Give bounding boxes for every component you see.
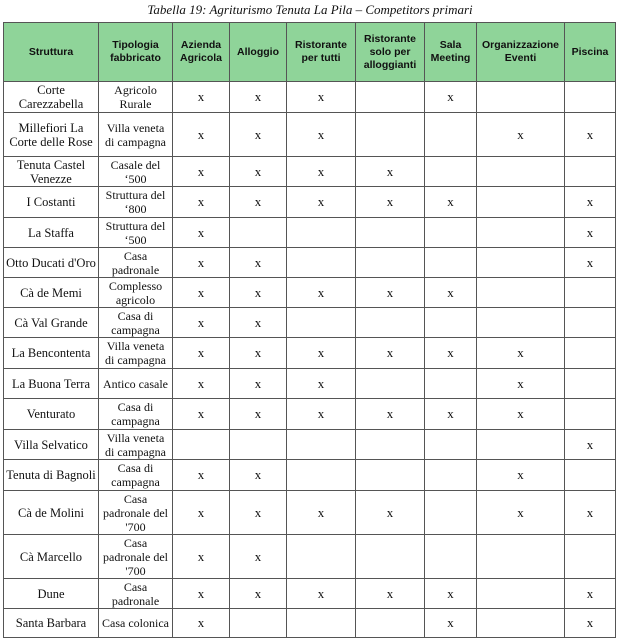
struttura-cell: Cà de Memi [4, 278, 99, 308]
service-mark-cell: x [173, 579, 230, 609]
service-mark-cell: x [565, 187, 616, 218]
tipologia-cell: Casa di campagna [99, 460, 173, 491]
service-mark-cell: x [477, 491, 565, 535]
service-mark-cell: x [425, 82, 477, 113]
struttura-cell: La Bencontenta [4, 338, 99, 369]
service-mark-cell [565, 460, 616, 491]
service-mark-cell: x [173, 369, 230, 399]
tipologia-cell: Agricolo Rurale [99, 82, 173, 113]
tipologia-cell: Casa colonica [99, 609, 173, 638]
service-mark-cell: x [565, 491, 616, 535]
service-mark-cell [477, 430, 565, 460]
table-row [4, 369, 616, 399]
service-mark-cell: x [356, 491, 425, 535]
tipologia-cell: Casa padronale del '700 [99, 491, 173, 535]
header-azienda-agricola: Azienda Agricola [173, 23, 230, 82]
service-mark-cell: x [477, 113, 565, 157]
service-mark-cell: x [356, 579, 425, 609]
struttura-cell: Santa Barbara [4, 609, 99, 638]
table-row [4, 113, 616, 157]
table-caption: Tabella 19: Agriturismo Tenuta La Pila – Competitors primari [147, 2, 473, 17]
service-mark-cell: x [356, 187, 425, 218]
service-mark-cell: x [287, 491, 356, 535]
service-mark-cell: x [230, 369, 287, 399]
struttura-cell: Cà Val Grande [4, 308, 99, 338]
service-mark-cell: x [173, 338, 230, 369]
service-mark-cell: x [230, 535, 287, 579]
service-mark-cell: x [230, 338, 287, 369]
service-mark-cell [425, 460, 477, 491]
service-mark-cell [356, 218, 425, 248]
service-mark-cell: x [173, 82, 230, 113]
service-mark-cell: x [425, 399, 477, 430]
struttura-cell: Tenuta di Bagnoli [4, 460, 99, 491]
service-mark-cell: x [173, 278, 230, 308]
table-row [4, 187, 616, 218]
service-mark-cell: x [173, 308, 230, 338]
struttura-cell: Villa Selvatico [4, 430, 99, 460]
service-mark-cell [356, 369, 425, 399]
service-mark-cell: x [230, 460, 287, 491]
service-mark-cell: x [173, 609, 230, 638]
service-mark-cell [425, 535, 477, 579]
service-mark-cell [425, 157, 477, 187]
service-mark-cell: x [565, 113, 616, 157]
service-mark-cell [477, 218, 565, 248]
table-row [4, 460, 616, 491]
service-mark-cell: x [425, 579, 477, 609]
tipologia-cell: Casa padronale del '700 [99, 535, 173, 579]
service-mark-cell: x [425, 278, 477, 308]
service-mark-cell: x [477, 369, 565, 399]
service-mark-cell: x [356, 338, 425, 369]
service-mark-cell: x [287, 113, 356, 157]
service-mark-cell: x [425, 338, 477, 369]
service-mark-cell [477, 157, 565, 187]
service-mark-cell [287, 430, 356, 460]
service-mark-cell [477, 248, 565, 278]
service-mark-cell: x [287, 579, 356, 609]
service-mark-cell [425, 430, 477, 460]
service-mark-cell [356, 82, 425, 113]
table-row [4, 218, 616, 248]
table-row [4, 82, 616, 113]
service-mark-cell [230, 609, 287, 638]
struttura-cell: La Buona Terra [4, 369, 99, 399]
service-mark-cell [477, 535, 565, 579]
service-mark-cell: x [230, 248, 287, 278]
service-mark-cell [477, 308, 565, 338]
service-mark-cell: x [287, 338, 356, 369]
service-mark-cell [565, 535, 616, 579]
struttura-cell: Otto Ducati d'Oro [4, 248, 99, 278]
service-mark-cell [565, 338, 616, 369]
service-mark-cell [356, 460, 425, 491]
tipologia-cell: Casa padronale [99, 248, 173, 278]
struttura-cell: Tenuta Castel Venezze [4, 157, 99, 187]
tipologia-cell: Villa veneta di campagna [99, 338, 173, 369]
service-mark-cell [287, 535, 356, 579]
service-mark-cell: x [173, 187, 230, 218]
service-mark-cell: x [356, 278, 425, 308]
service-mark-cell: x [230, 399, 287, 430]
tipologia-cell: Casale del ‘500 [99, 157, 173, 187]
service-mark-cell [477, 609, 565, 638]
service-mark-cell: x [287, 278, 356, 308]
service-mark-cell [565, 82, 616, 113]
service-mark-cell: x [425, 187, 477, 218]
service-mark-cell [565, 157, 616, 187]
header-ristorante-per-tutti: Ristorante per tutti [287, 23, 356, 82]
service-mark-cell [356, 430, 425, 460]
service-mark-cell: x [230, 491, 287, 535]
service-mark-cell [425, 113, 477, 157]
service-mark-cell [356, 248, 425, 278]
table-row [4, 579, 616, 609]
table-row [4, 609, 616, 638]
tipologia-cell: Struttura del ‘800 [99, 187, 173, 218]
tipologia-cell: Casa di campagna [99, 399, 173, 430]
header-ristorante-alloggianti: Ristorante solo per alloggianti [356, 23, 425, 82]
service-mark-cell: x [356, 399, 425, 430]
service-mark-cell: x [230, 113, 287, 157]
service-mark-cell [477, 579, 565, 609]
service-mark-cell: x [287, 369, 356, 399]
tipologia-cell: Casa padronale [99, 579, 173, 609]
header-struttura: Struttura [4, 23, 99, 82]
competitors-table [3, 22, 616, 638]
service-mark-cell [477, 187, 565, 218]
struttura-cell: Dune [4, 579, 99, 609]
service-mark-cell [287, 308, 356, 338]
service-mark-cell: x [565, 248, 616, 278]
service-mark-cell [477, 278, 565, 308]
service-mark-cell [425, 308, 477, 338]
header-sala-meeting: Sala Meeting [425, 23, 477, 82]
table-row [4, 491, 616, 535]
service-mark-cell [356, 113, 425, 157]
service-mark-cell: x [173, 491, 230, 535]
table-row [4, 338, 616, 369]
struttura-cell: La Staffa [4, 218, 99, 248]
struttura-cell: Corte Carezzabella [4, 82, 99, 113]
service-mark-cell: x [230, 187, 287, 218]
service-mark-cell [477, 82, 565, 113]
header-row [4, 23, 616, 82]
tipologia-cell: Struttura del ‘500 [99, 218, 173, 248]
service-mark-cell: x [565, 218, 616, 248]
service-mark-cell: x [173, 460, 230, 491]
tipologia-cell: Casa di campagna [99, 308, 173, 338]
service-mark-cell: x [287, 399, 356, 430]
header-tipologia: Tipologia fabbricato [99, 23, 173, 82]
service-mark-cell: x [287, 157, 356, 187]
service-mark-cell: x [173, 399, 230, 430]
service-mark-cell [287, 218, 356, 248]
service-mark-cell: x [173, 113, 230, 157]
struttura-cell: Cà de Molini [4, 491, 99, 535]
service-mark-cell [356, 535, 425, 579]
service-mark-cell: x [230, 157, 287, 187]
service-mark-cell [565, 308, 616, 338]
service-mark-cell: x [565, 609, 616, 638]
struttura-cell: Cà Marcello [4, 535, 99, 579]
service-mark-cell: x [477, 338, 565, 369]
header-alloggio: Alloggio [230, 23, 287, 82]
service-mark-cell: x [173, 157, 230, 187]
service-mark-cell [287, 248, 356, 278]
table-row [4, 535, 616, 579]
service-mark-cell: x [356, 157, 425, 187]
service-mark-cell: x [287, 187, 356, 218]
service-mark-cell [287, 609, 356, 638]
service-mark-cell: x [565, 430, 616, 460]
service-mark-cell [425, 248, 477, 278]
service-mark-cell: x [230, 278, 287, 308]
service-mark-cell [425, 218, 477, 248]
tipologia-cell: Complesso agricolo [99, 278, 173, 308]
service-mark-cell: x [230, 579, 287, 609]
tipologia-cell: Villa veneta di campagna [99, 430, 173, 460]
tipologia-cell: Antico casale [99, 369, 173, 399]
table-row [4, 430, 616, 460]
struttura-cell: I Costanti [4, 187, 99, 218]
service-mark-cell [356, 609, 425, 638]
service-mark-cell: x [230, 308, 287, 338]
service-mark-cell: x [287, 82, 356, 113]
service-mark-cell [230, 430, 287, 460]
service-mark-cell [565, 278, 616, 308]
service-mark-cell: x [477, 399, 565, 430]
service-mark-cell [425, 491, 477, 535]
service-mark-cell: x [173, 535, 230, 579]
header-piscina: Piscina [565, 23, 616, 82]
struttura-cell: Millefiori La Corte delle Rose [4, 113, 99, 157]
table-row [4, 157, 616, 187]
tipologia-cell: Villa veneta di campagna [99, 113, 173, 157]
service-mark-cell [425, 369, 477, 399]
service-mark-cell [565, 369, 616, 399]
service-mark-cell: x [477, 460, 565, 491]
table-row [4, 248, 616, 278]
table-row [4, 278, 616, 308]
service-mark-cell: x [230, 82, 287, 113]
service-mark-cell: x [425, 609, 477, 638]
service-mark-cell [173, 430, 230, 460]
service-mark-cell [230, 218, 287, 248]
header-organizzazione-eventi: Organizzazione Eventi [477, 23, 565, 82]
table-row [4, 308, 616, 338]
service-mark-cell [287, 460, 356, 491]
service-mark-cell [565, 399, 616, 430]
service-mark-cell: x [173, 218, 230, 248]
struttura-cell: Venturato [4, 399, 99, 430]
table-row [4, 399, 616, 430]
service-mark-cell: x [565, 579, 616, 609]
service-mark-cell [356, 308, 425, 338]
service-mark-cell: x [173, 248, 230, 278]
